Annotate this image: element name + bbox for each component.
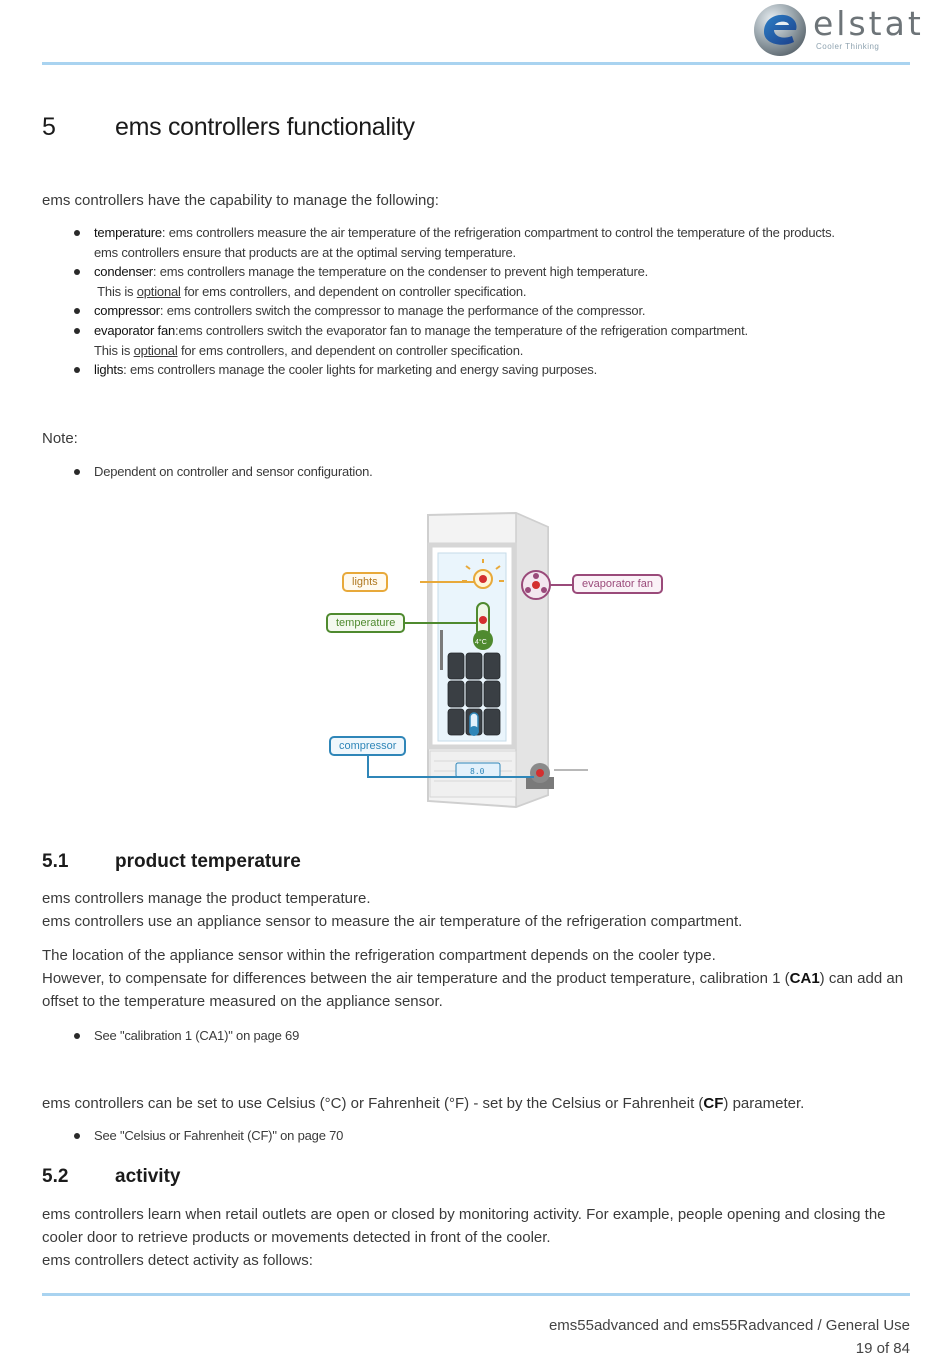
section-5-1-paragraph-2 — [42, 944, 912, 1013]
reference-list — [72, 1026, 922, 1046]
term-lights: lights — [94, 362, 124, 378]
callout-temperature: temperature — [326, 613, 405, 633]
footer-page-number: 19 of 84 — [855, 1340, 910, 1357]
list-item — [72, 301, 922, 321]
optional-text: optional — [133, 342, 178, 358]
display-reading: 8.0 — [470, 767, 485, 776]
parameter-code: CF — [703, 1095, 724, 1112]
section-title: activity — [115, 1166, 181, 1187]
note-list — [72, 462, 922, 482]
callout-evaporator-fan: evaporator fan — [572, 574, 663, 594]
item-text: : ems controllers manage the cooler lights for marketing and energy saving purposes. — [123, 362, 597, 378]
header-rule — [42, 62, 910, 65]
list-item[interactable] — [72, 1026, 922, 1046]
list-item-continuation — [72, 341, 922, 361]
term-compressor: compressor — [94, 303, 160, 319]
item-text: for ems controllers, and dependent on controller specification. — [177, 342, 524, 358]
reference-list — [72, 1126, 922, 1146]
item-text: :ems controllers switch the evaporator fan to manage the temperature of the refrigeration compartment. — [175, 322, 748, 338]
sentence: ems controllers can be set to use Celsius (°C) or Fahrenheit (°F) - set by the Celsius or Fahrenheit ( — [42, 1095, 704, 1112]
item-text: Dependent on controller and sensor configuration. — [94, 464, 373, 479]
footer-document-title: ems55advanced and ems55Radvanced / General Use — [548, 1317, 910, 1334]
cooler-illustration — [320, 505, 610, 815]
logo-tagline: Cooler Thinking — [816, 42, 880, 51]
thermometer-reading: 4°C — [475, 639, 487, 646]
list-item — [72, 360, 922, 380]
section-number: 5.2 — [42, 1166, 69, 1187]
list-item-continuation — [72, 243, 922, 263]
page-reference-link[interactable]: See "calibration 1 (CA1)" on page 69 — [94, 1028, 300, 1043]
sentence: The location of the appliance sensor within the refrigeration compartment depends on the cooler type. — [42, 947, 716, 964]
page-reference-link[interactable]: See "Celsius or Fahrenheit (CF)" on page 70 — [94, 1128, 344, 1143]
term-condenser: condenser — [94, 264, 153, 280]
sentence: However, to compensate for differences between the air temperature and the product temperature, calibration 1 ( — [42, 970, 790, 987]
section-5-2-paragraph-1 — [42, 1203, 912, 1272]
capability-list — [72, 223, 922, 380]
item-text: : ems controllers manage the temperature on the condenser to prevent high temperature. — [152, 264, 649, 280]
sentence: ems controllers manage the product temperature. — [42, 890, 371, 907]
section-title: product temperature — [115, 851, 301, 872]
section-5-intro: ems controllers have the capability to manage the following: — [42, 192, 439, 209]
section-5-heading — [42, 113, 415, 142]
section-number: 5.1 — [42, 851, 69, 872]
sentence: ) parameter. — [723, 1095, 805, 1112]
list-item — [72, 462, 922, 482]
list-item — [72, 321, 922, 341]
item-text: This is — [94, 283, 137, 299]
section-5-1-paragraph-1 — [42, 887, 912, 933]
section-number: 5 — [42, 113, 56, 141]
section-5-1-heading — [42, 851, 301, 873]
sentence: ems controllers detect activity as follows: — [42, 1252, 313, 1269]
item-text: : ems controllers switch the compressor to manage the performance of the compressor. — [159, 303, 646, 319]
list-item — [72, 223, 922, 243]
list-item[interactable] — [72, 1126, 922, 1146]
item-text: This is — [94, 342, 134, 358]
sentence: ems controllers learn when retail outlets are open or closed by monitoring activity. For example, people opening and closing the cooler door to retrieve products or movements detected in front of the cooler. — [42, 1206, 886, 1246]
list-item-continuation — [72, 282, 922, 302]
note-label: Note: — [42, 430, 78, 447]
elstat-logo-icon — [752, 2, 808, 58]
item-text: : ems controllers measure the air temperature of the refrigeration compartment to control the temperature of the products. — [161, 225, 835, 240]
footer-rule — [42, 1293, 910, 1296]
callout-lights: lights — [342, 572, 388, 592]
logo-wordmark: elstat — [813, 4, 924, 43]
parameter-code: CA1 — [789, 970, 820, 987]
term-temperature: temperature — [94, 225, 162, 240]
sentence: ) can add an offset to the temperature measured on the appliance sensor. — [42, 970, 904, 1010]
item-text: for ems controllers, and dependent on controller specification. — [180, 283, 527, 299]
section-title: ems controllers functionality — [115, 113, 415, 141]
callout-compressor: compressor — [329, 736, 406, 756]
cooler-diagram — [320, 505, 653, 815]
item-text: ems controllers ensure that products are at the optimal serving temperature. — [94, 244, 516, 260]
optional-text: optional — [136, 283, 181, 299]
list-item — [72, 262, 922, 282]
section-5-2-heading — [42, 1166, 180, 1188]
term-evaporator-fan: evaporator fan — [94, 322, 176, 338]
elstat-logo — [752, 2, 924, 58]
sentence: ems controllers use an appliance sensor to measure the air temperature of the refrigeration compartment. — [42, 913, 743, 930]
section-5-1-paragraph-3 — [42, 1092, 912, 1115]
